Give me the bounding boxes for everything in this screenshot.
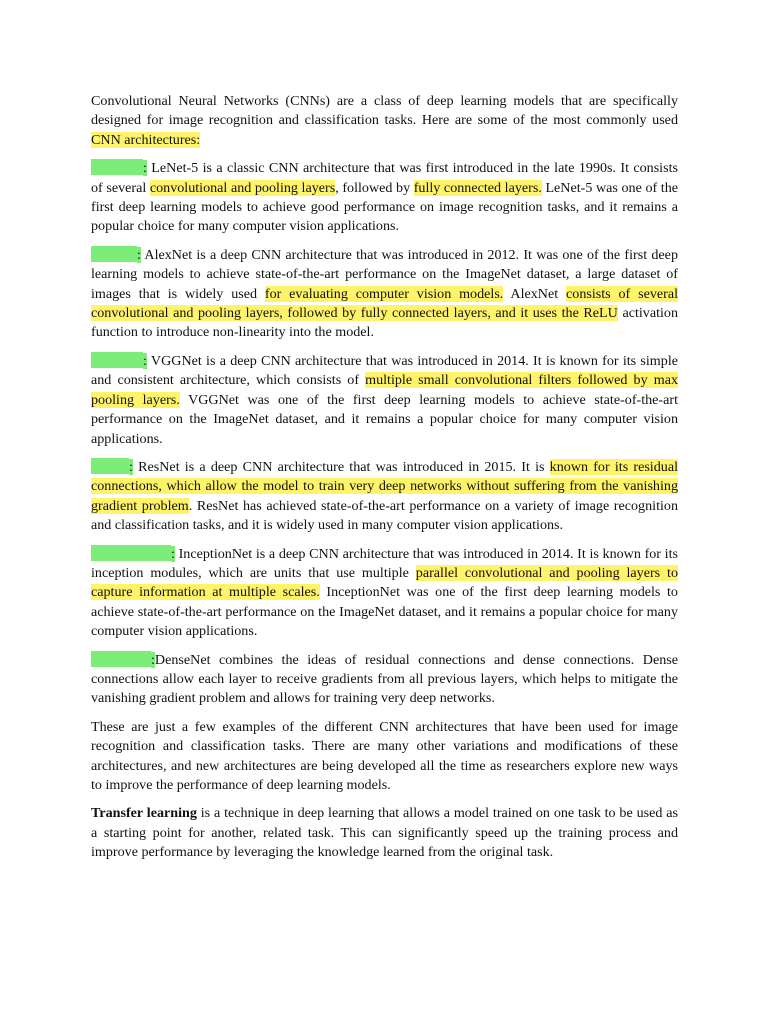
vggnet-highlight-1: multiple small convolutional filters followed by max pooling layers. (91, 372, 678, 408)
alexnet-redacted-heading (91, 246, 137, 262)
densenet-text-1: DenseNet combines the ideas of residual connections and dense connections. Dense connections allow each layer to receive gradients from all previous layers, which helps to mitigate the vanishing gradient problem and allows for training very deep networks. (91, 651, 678, 707)
vggnet-text-1: VGGNet is a deep CNN architecture that was introduced in 2014. It is known for its simple and consistent architecture, which consists of (91, 352, 678, 389)
resnet-text-2: . ResNet has achieved state-of-the-art performance on a variety of image recognition and classification tasks, and it is widely used in many computer vision applications. (91, 497, 678, 534)
alexnet-paragraph (91, 246, 678, 343)
densenet-colon: : (151, 651, 155, 668)
transfer-text: is a technique in deep learning that allows a model trained on one task to be used as a starting point for another, related task. This can significantly speed up the training process and improve performance by leveraging the knowledge learned from the original task. (91, 805, 678, 861)
lenet-highlight-1: convolutional and pooling layers (149, 179, 336, 196)
alexnet-text-3: activation function to introduce non-linearity into the model. (91, 305, 679, 341)
densenet-redacted-heading (91, 651, 151, 667)
lenet-text-1: LeNet-5 is a classic CNN architecture that was first introduced in the late 1990s. It consists of several (91, 160, 678, 196)
lenet-paragraph (91, 159, 678, 237)
lenet-redacted-heading (91, 159, 143, 175)
resnet-text-1: ResNet is a deep CNN architecture that was introduced in 2015. It is (132, 458, 550, 475)
alexnet-text-1: AlexNet is a deep CNN architecture that was introduced in 2012. It was one of the first deep learning models to achieve state-of-the-art performance on the ImageNet dataset, a large dataset of images that is widely used (91, 246, 678, 302)
vggnet-paragraph (91, 352, 678, 449)
resnet-paragraph (91, 458, 678, 536)
transfer-paragraph (91, 804, 678, 862)
inception-text-2: InceptionNet was one of the first deep learning models to achieve state-of-the-art performance on the ImageNet dataset, and it remains a popular choice for many computer vision applications. (91, 584, 678, 640)
densenet-paragraph (91, 651, 678, 709)
intro-paragraph (91, 92, 678, 150)
inception-paragraph (91, 545, 678, 642)
inception-highlight-1: parallel convolutional and pooling layers to capture information at multiple scales. (91, 564, 678, 601)
summary-text: These are just a few examples of the different CNN architectures that have been used for image recognition and classification tasks. There are many other variations and modifications of these architectures, and new architectures are being developed all the time as researchers explore new ways to improve the performance of deep learning models. (91, 718, 678, 793)
resnet-highlight-1: known for its residual connections, which allow the model to train very deep networks without suffering from the vanishing gradient problem (91, 458, 678, 514)
vggnet-colon: : (143, 352, 147, 369)
vggnet-redacted-heading (91, 352, 143, 368)
summary-paragraph (91, 718, 678, 796)
resnet-redacted-heading (91, 458, 129, 474)
inception-text-1: InceptionNet is a deep CNN architecture that was introduced in 2014. It is known for its inception modules, which are units that use multiple (91, 545, 678, 581)
lenet-colon: : (143, 160, 147, 177)
inception-colon: : (171, 545, 175, 562)
document-body (91, 92, 678, 872)
alexnet-highlight-1: for evaluating computer vision models. (264, 285, 504, 302)
alexnet-colon: : (137, 246, 141, 263)
resnet-colon: : (129, 458, 133, 475)
alexnet-highlight-2: consists of several convolutional and pooling layers, followed by fully connected layers, and it uses the ReLU (91, 285, 678, 322)
lenet-highlight-2: fully connected layers. (413, 179, 542, 196)
transfer-term: Transfer learning (91, 805, 197, 822)
intro-text: Convolutional Neural Networks (CNNs) are a class of deep learning models that are specifically designed for image recognition and classification tasks. Here are some of the most commonly used (91, 93, 678, 129)
vggnet-text-2: VGGNet was one of the first deep learning models to achieve state-of-the-art performance on the ImageNet dataset, and it remains a popular choice for many computer vision applications. (91, 391, 678, 447)
lenet-text-3: LeNet-5 was one of the first deep learning models to achieve good performance on image recognition tasks, and it remains a popular choice for many computer vision applications. (91, 179, 679, 235)
inception-redacted-heading (91, 545, 171, 561)
lenet-text-2: , followed by (335, 179, 414, 196)
intro-highlight: CNN architectures: (91, 131, 201, 148)
alexnet-text-2: AlexNet (503, 285, 567, 302)
